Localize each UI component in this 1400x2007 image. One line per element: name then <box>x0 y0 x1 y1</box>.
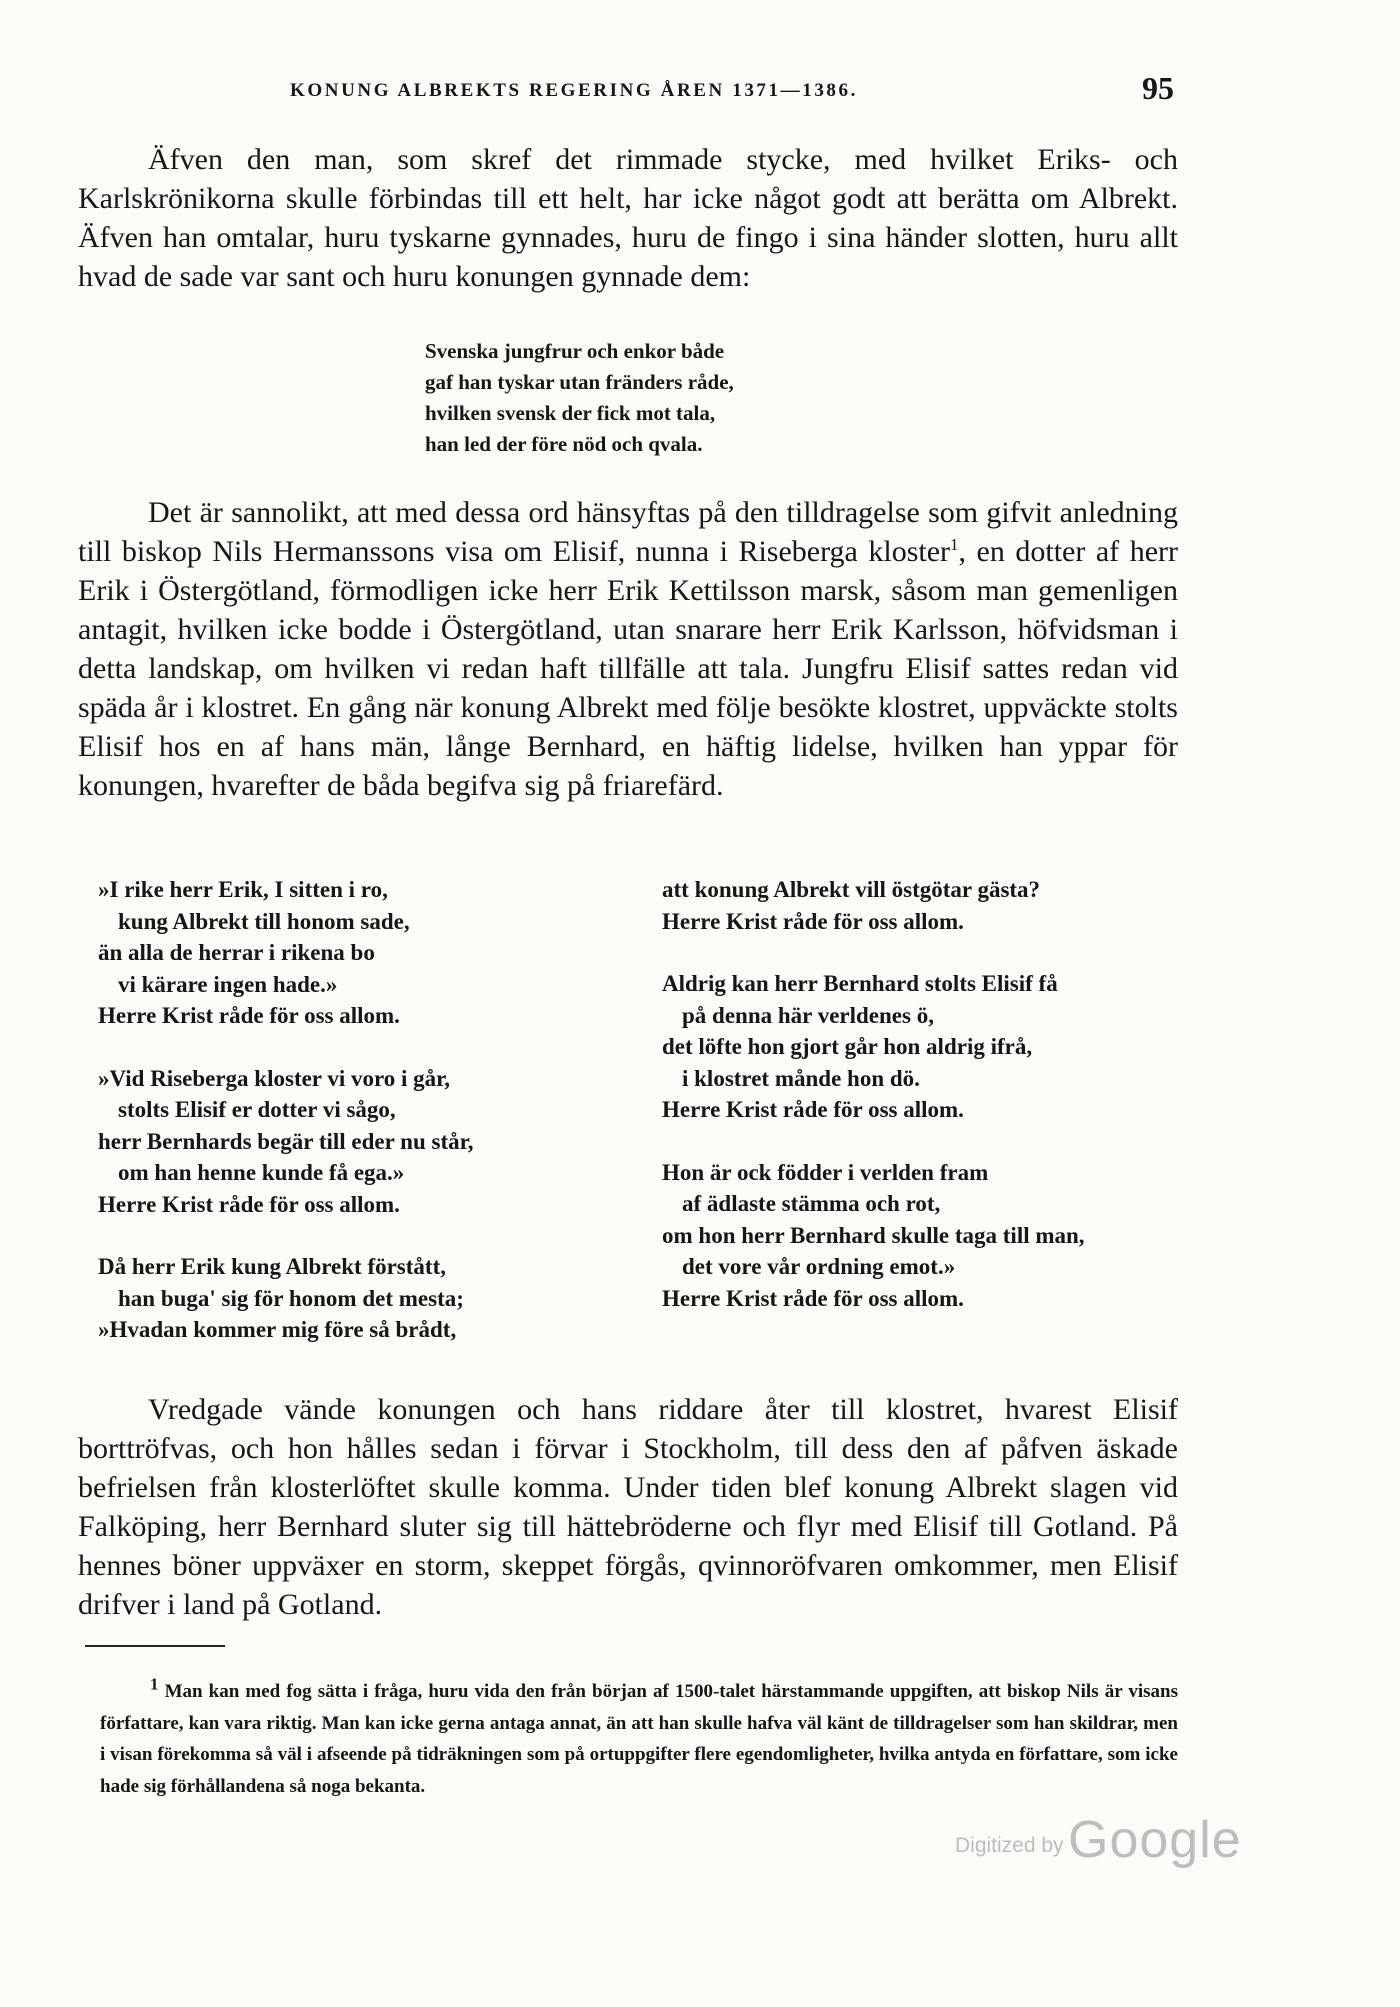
verse-line: »Hvadan kommer mig före så brådt, <box>98 1317 457 1342</box>
poem-quote <box>425 336 734 460</box>
poem-line: Svenska jungfrur och enkor både <box>425 339 725 363</box>
refrain-line: Herre Krist råde för oss allom. <box>98 1191 400 1217</box>
refrain-line: Herre Krist råde för oss allom. <box>662 1097 964 1122</box>
verse-line: Då herr Erik kung Albrekt förstått, <box>98 1254 446 1279</box>
running-header: KONUNG ALBREKTS REGERING ÅREN 1371—1386. <box>290 80 858 101</box>
verse-line: det vore vår ordning emot.» <box>682 1254 956 1279</box>
verse-line: stolts Elisif er dotter vi sågo, <box>118 1097 396 1122</box>
verse-line: af ädlaste stämma och rot, <box>682 1191 941 1216</box>
verse-line: han buga' sig för honom det mesta; <box>118 1285 464 1311</box>
poem-line: han led der före nöd och qvala. <box>425 432 703 456</box>
paragraph-2-text-a: Det är sannolikt, att med dessa ord hänsyftas på den tilldragelse som gifvit anledning till biskop Nils Hermanssons visa om Elisif, nunna i Riseberga kloster <box>78 496 1178 568</box>
page-number: 95 <box>1142 70 1174 106</box>
ballad-stanza <box>662 874 1085 937</box>
paragraph-3: Vredgade vände konungen och hans riddare åter till klostret, hvarest Elisif borttröfvas, och hon hålles sedan i förvar i Stockholm, till dess den af påfven äskade befrielsen från klosterlöftet skulle komma. Under tiden blef konung Albrekt slagen vid Falköping, herr Bernhard sluter sig till hättebröderne och flyr med Elisif till Gotland. På hennes böner uppväxer en storm, skeppet förgås, qvinnoröfvaren omkommer, men Elisif drifver i land på Gotland. <box>78 1393 1178 1621</box>
paragraph-2-text-b: , en dotter af herr Erik i Östergötland, förmodligen icke herr Erik Kettilsson marsk, såsom man gemenligen antagit, hvilken icke bodde i Östergötland, utan snarare herr Erik Karlsson, höfvidsman i detta landskap, om hvilken vi redan haft tillfälle att tala. Jungfru Elisif sattes redan vid späda år i klostret. En gång när konung Albrekt med följe besökte klostret, uppväckte stolts Elisif hos en af hans män, långe Bernhard, en häftig lidelse, hvilken han yppar för konungen, hvarefter de båda begifva sig på friarefärd. <box>78 535 1178 802</box>
footnote-reference: 1 <box>950 535 959 554</box>
refrain-line: Herre Krist råde för oss allom. <box>662 908 964 934</box>
verse-line: »I rike herr Erik, I sitten i ro, <box>98 877 388 902</box>
poem-line: hvilken svensk der fick mot tala, <box>425 401 716 425</box>
verse-line: Hon är ock födder i verlden fram <box>662 1159 989 1185</box>
verse-line: på denna här verldenes ö, <box>682 1002 934 1028</box>
poem-line: gaf han tyskar utan fränders råde, <box>425 370 734 394</box>
ballad-stanza <box>98 874 473 1032</box>
ballad-stanza <box>98 1251 473 1346</box>
watermark-prefix: Digitized by <box>955 1834 1064 1857</box>
footnote-divider <box>85 1645 225 1647</box>
verse-line: herr Bernhards begär till eder nu står, <box>98 1128 474 1154</box>
verse-line: vi kärare ingen hade.» <box>118 971 338 997</box>
verse-line: i klostret månde hon dö. <box>682 1065 920 1091</box>
verse-line: om hon herr Bernhard skulle taga till man, <box>662 1222 1085 1248</box>
footnote-mark: 1 <box>150 1674 159 1694</box>
verse-line: Aldrig kan herr Bernhard stolts Elisif få <box>662 971 1058 996</box>
verse-line: kung Albrekt till honom sade, <box>118 908 410 934</box>
footnote <box>100 1676 1178 1802</box>
digitized-watermark <box>955 1810 1242 1870</box>
ballad-left-column <box>98 874 473 1377</box>
footnote-text: Man kan med fog sätta i fråga, huru vida den från början af 1500-talet härstammande uppgiften, att biskop Nils är visans författare, kan vara riktig. Man kan icke gerna antaga annat, än att han skulle hafva väl känt de tilldragelser som han skildrar, men i visan förekomma så väl i afseende på tidräkningen som på ortuppgifter flere egendomligheter, hvilka antyda en författare, som icke hade sig förhållandena så noga bekanta. <box>100 1681 1178 1797</box>
paragraph-1: Äfven den man, som skref det rimmade stycke, med hvilket Eriks- och Karlskrönikorna skulle förbindas till ett helt, har icke något godt att berätta om Albrekt. Äfven han omtalar, huru tyskarne gynnades, huru de fingo i sina händer slotten, huru allt hvad de sade var sant och huru konungen gynnade dem: <box>78 143 1178 293</box>
refrain-line: Herre Krist råde för oss allom. <box>662 1285 964 1311</box>
paragraph-2 <box>78 493 1178 805</box>
verse-line: det löfte hon gjort går hon aldrig ifrå, <box>662 1034 1033 1059</box>
verse-line: om han henne kunde få ega.» <box>118 1160 405 1185</box>
verse-line: än alla de herrar i rikena bo <box>98 940 375 965</box>
ballad-right-column <box>662 874 1085 1345</box>
verse-line: att konung Albrekt vill östgötar gästa? <box>662 877 1041 902</box>
ballad-stanza <box>662 1157 1085 1315</box>
ballad-stanza <box>662 968 1085 1126</box>
google-logo: Google <box>1068 1811 1242 1869</box>
verse-line: »Vid Riseberga kloster vi voro i går, <box>98 1065 451 1091</box>
refrain-line: Herre Krist råde för oss allom. <box>98 1003 400 1028</box>
ballad-stanza <box>98 1063 473 1221</box>
